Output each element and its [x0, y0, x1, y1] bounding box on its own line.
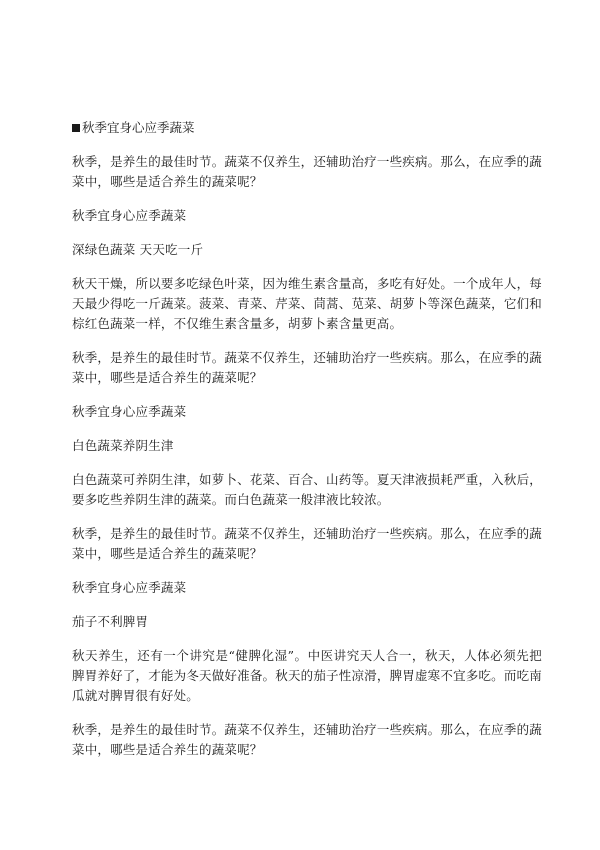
- section-heading-2: 秋季宜身心应季蔬菜: [72, 404, 187, 419]
- subheading-white: 白色蔬菜养阴生津: [72, 438, 174, 453]
- paragraph-intro-2: 秋季，是养生的最佳时节。蔬菜不仅养生，还辅助治疗一些疾病。那么，在应季的蔬菜中，哪些是适合养生的蔬菜呢？: [72, 350, 542, 385]
- paragraph-white: 白色蔬菜可养阴生津，如萝卜、花菜、百合、山药等。夏天津液损耗严重，入秋后，要多吃些养阴生津的蔬菜。而白色蔬菜一般津液比较浓。: [72, 472, 542, 507]
- document-title-line: [72, 118, 542, 138]
- section-heading-3: 秋季宜身心应季蔬菜: [72, 580, 187, 595]
- subheading-eggplant: 茄子不利脾胃: [72, 614, 149, 629]
- section-heading-1: 秋季宜身心应季蔬菜: [72, 208, 187, 223]
- document-title: 秋季宜身心应季蔬菜: [82, 120, 195, 135]
- paragraph-eggplant: 秋天养生，还有一个讲究是“健脾化湿”。中医讲究天人合一，秋天，人体必须先把脾胃养好了，才能为冬天做好准备。秋天的茄子性凉滑，脾胃虚寒不宜多吃。而吃南瓜就对脾胃很有好处。: [72, 648, 542, 703]
- paragraph-dark-green: 秋天干燥，所以要多吃绿色叶菜，因为维生素含量高，多吃有好处。一个成年人，每天最少得吃一斤蔬菜。菠菜、青菜、芹菜、茼蒿、苋菜、胡萝卜等深色蔬菜，它们和棕红色蔬菜一样，不仅维生素含量多，胡萝卜素含量更高。: [72, 276, 542, 331]
- document-body: [72, 118, 542, 774]
- square-bullet-icon: [72, 124, 80, 132]
- paragraph-intro-4: 秋季，是养生的最佳时节。蔬菜不仅养生，还辅助治疗一些疾病。那么，在应季的蔬菜中，哪些是适合养生的蔬菜呢？: [72, 722, 542, 757]
- subheading-dark-green: 深绿色蔬菜 天天吃一斤: [72, 242, 204, 257]
- paragraph-intro-1: 秋季，是养生的最佳时节。蔬菜不仅养生，还辅助治疗一些疾病。那么，在应季的蔬菜中，哪些是适合养生的蔬菜呢？: [72, 154, 542, 189]
- paragraph-intro-3: 秋季，是养生的最佳时节。蔬菜不仅养生，还辅助治疗一些疾病。那么，在应季的蔬菜中，哪些是适合养生的蔬菜呢？: [72, 526, 542, 561]
